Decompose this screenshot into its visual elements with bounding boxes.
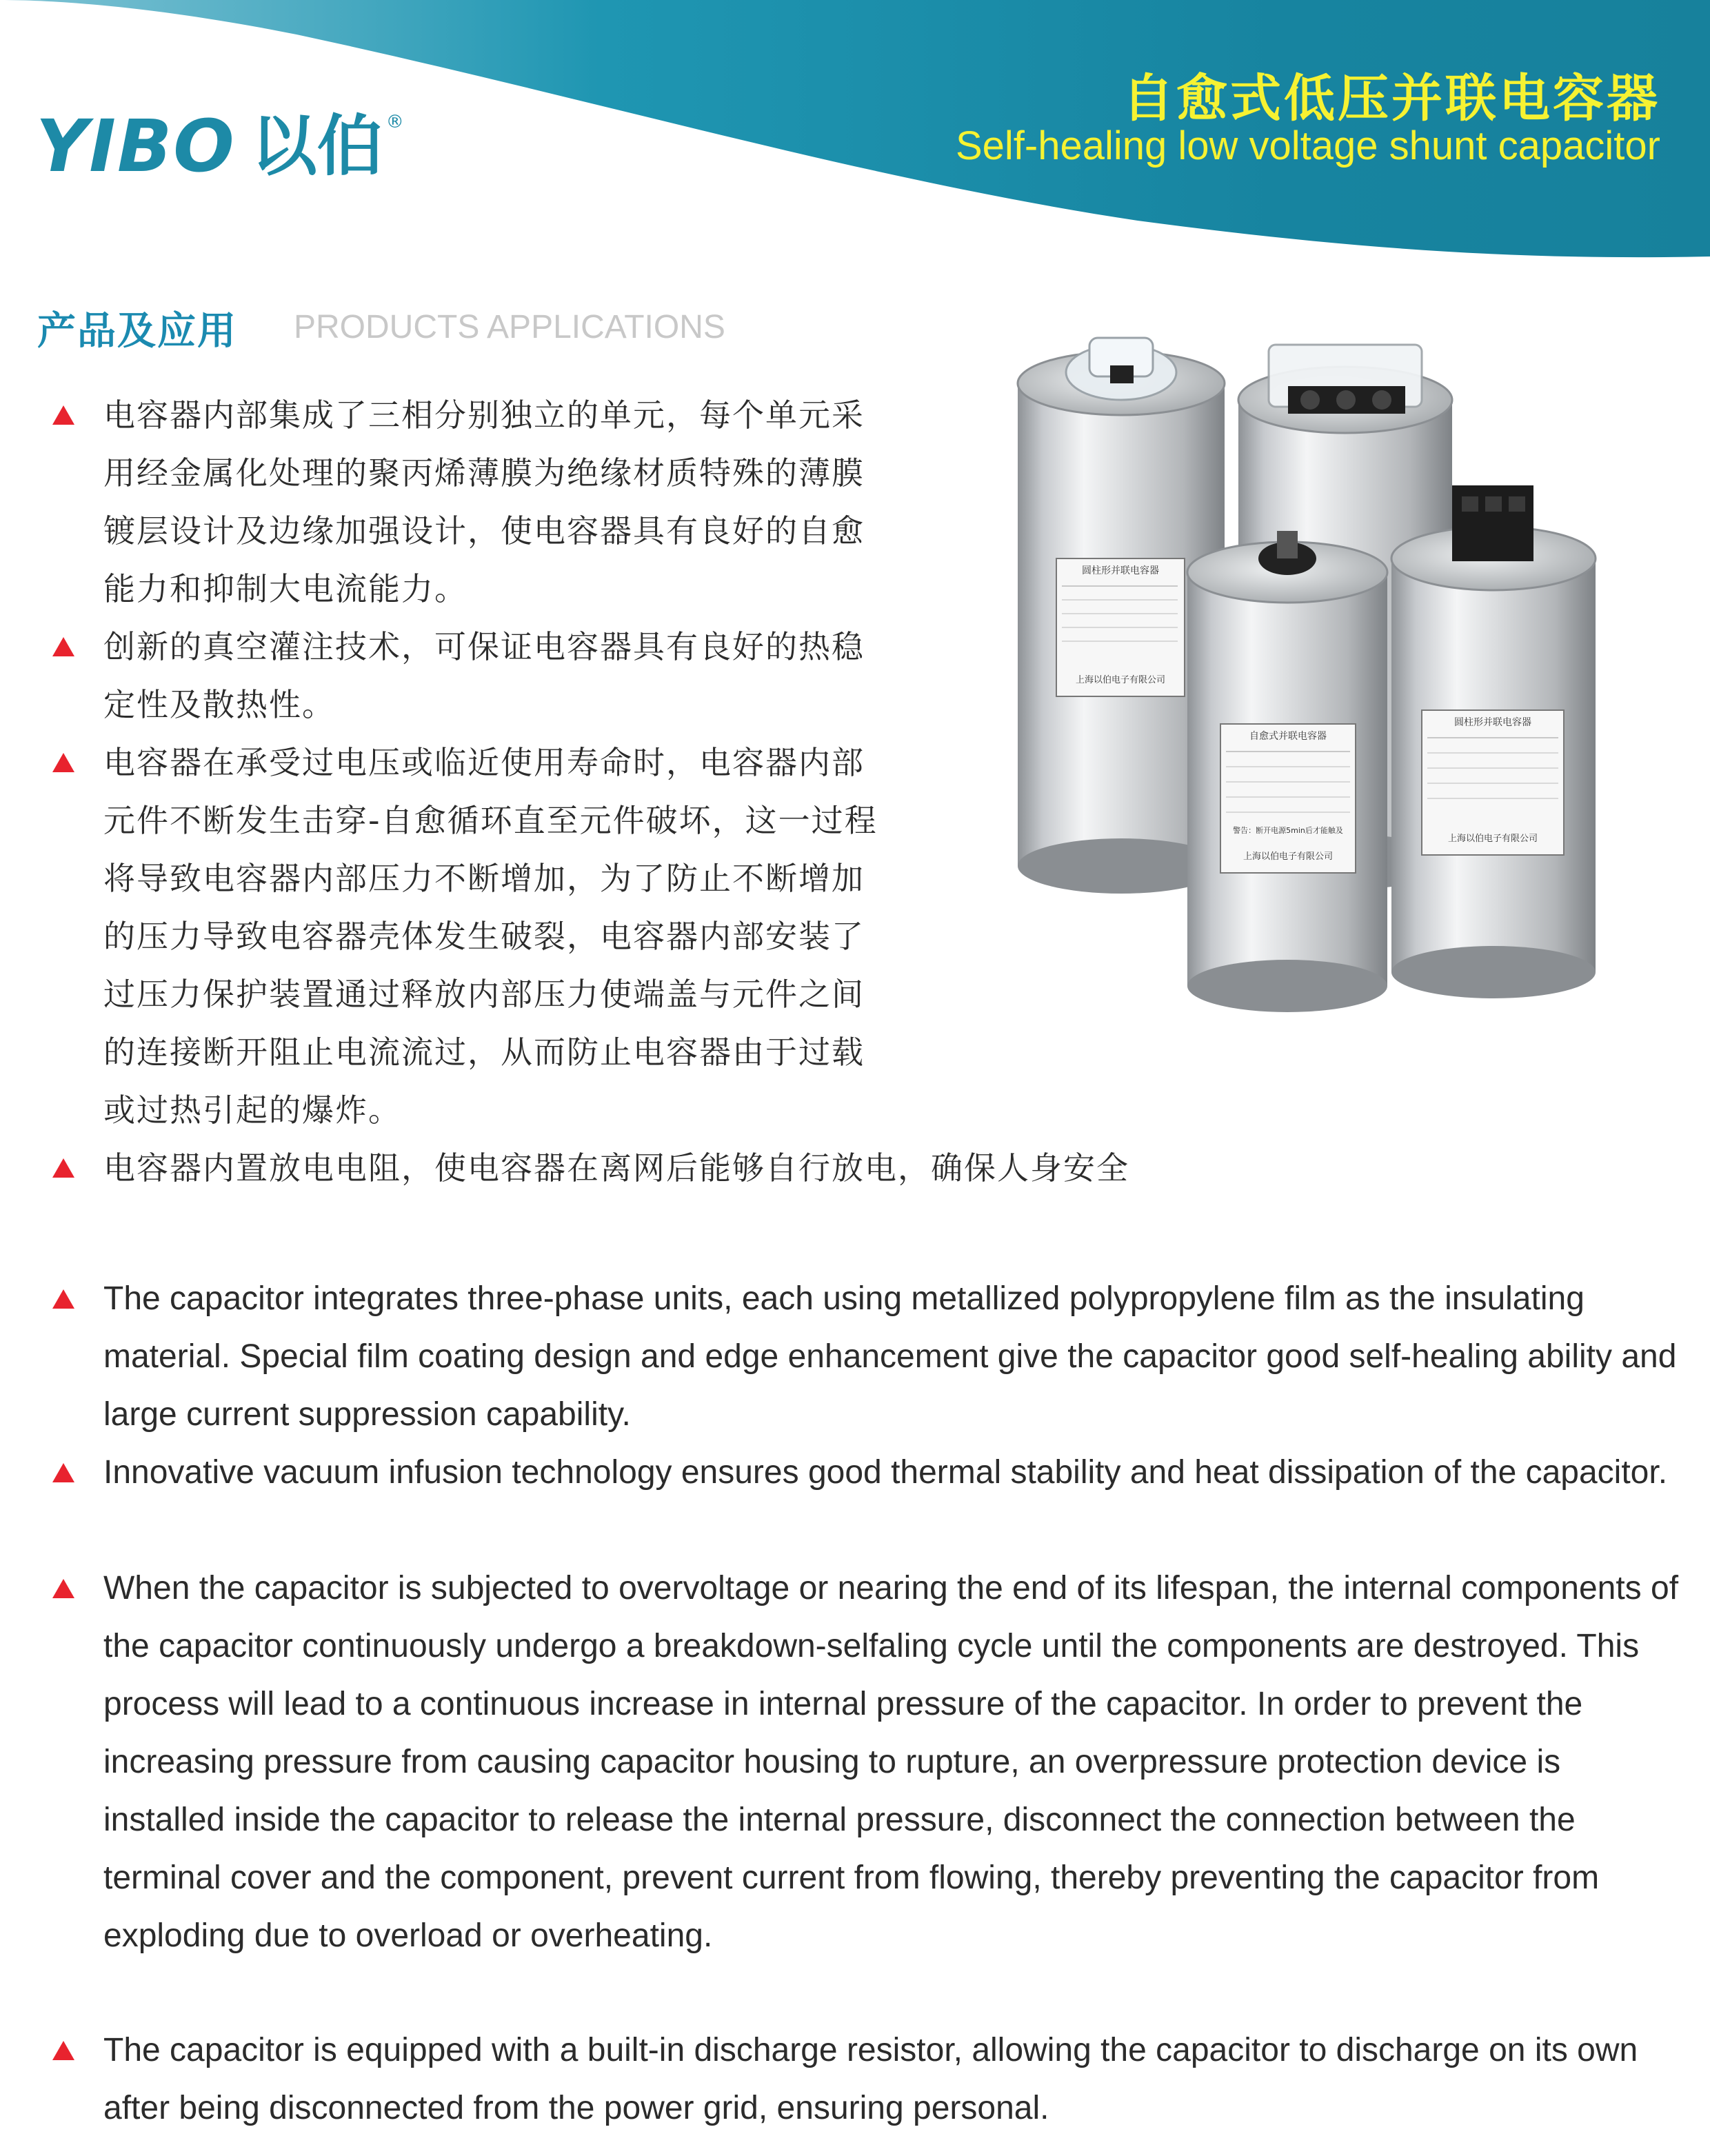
en-bullet-text: When the capacitor is subjected to overvoltage or nearing the end of its lifespan, the internal components of the capacitor continuously undergo a breakdown-selfaling cycle until the components are destroyed. This process will lead to a continuous increase in internal pressure of the capacitor. In order to prevent the increasing pressure from causing capacitor housing to rupture, an overpressure protection device is installed inside the capacitor to release the internal pressure, disconnect the connection between the terminal cover and the component, prevent current from flowing, thereby preventing the capacitor from exploding due to overload or overheating. [103, 1570, 1679, 1954]
bullet-triangle-icon [52, 405, 74, 425]
bullet-triangle-icon [52, 2041, 74, 2060]
bullet-triangle-icon [52, 1579, 74, 1598]
bullet-triangle-icon [52, 637, 74, 656]
logo-chinese: 以伯 [250, 108, 383, 185]
en-bullet-text: The capacitor is equipped with a built-in discharge resistor, allowing the capacitor to discharge on its own after being disconnected from the power grid, ensuring personal. [103, 2032, 1638, 2126]
label-title: 圆柱形并联电容器 [1454, 717, 1531, 728]
page-title-english: Self-healing low voltage shunt capacitor [955, 123, 1660, 168]
label-warning: 警告：断开电源5min后才能触及 [1233, 826, 1343, 835]
label-title: 自愈式并联电容器 [1249, 731, 1327, 742]
label-company: 上海以伯电子有限公司 [1075, 675, 1166, 685]
capacitor-front-left [1187, 531, 1387, 1012]
cn-bullet-text: 电容器内部集成了三相分别独立的单元，每个单元采用经金属化处理的聚丙烯薄膜为绝缘材质特殊的薄膜镀层设计及边缘加强设计，使电容器具有良好的自愈能力和抑制大电流能力。 [103, 396, 865, 607]
registered-mark: ® [385, 112, 404, 132]
cn-bullet-text: 电容器内置放电电阻，使电容器在离网后能够自行放电，确保人身安全 [103, 1149, 1129, 1187]
label-company: 上海以伯电子有限公司 [1447, 834, 1538, 844]
capacitor-product-image [993, 324, 1655, 1055]
label-title: 圆柱形并联电容器 [1082, 565, 1159, 576]
en-bullet-text: Innovative vacuum infusion technology ensures good thermal stability and heat dissipation of the capacitor. [103, 1454, 1668, 1491]
cn-bullet-text: 创新的真空灌注技术，可保证电容器具有良好的热稳定性及散热性。 [103, 628, 865, 723]
section-title-english: PRODUCTS APPLICATIONS [294, 309, 725, 345]
cn-bullet-text: 电容器在承受过电压或临近使用寿命时，电容器内部元件不断发生击穿-自愈循环直至元件破坏，这一过程将导致电容器内部压力不断增加，为了防止不断增加的压力导致电容器壳体发生破裂，电容器内部安装了过压力保护装置通过释放内部压力使端盖与元件之间的连接断开阻止电流流过，从而防止电容器由于过载或过热引起的爆炸。 [103, 744, 878, 1129]
en-bullet-text: The capacitor integrates three-phase units, each using metallized polypropylene film as the insulating material. Special film coating design and edge enhancement give the capacitor good self-healing ability and large current suppression capability. [103, 1280, 1677, 1433]
bullet-triangle-icon [52, 1289, 74, 1309]
label-company: 上海以伯电子有限公司 [1243, 852, 1334, 862]
section-title-chinese: 产品及应用 [37, 309, 237, 354]
bullet-triangle-icon [52, 753, 74, 772]
bullet-triangle-icon [52, 1158, 74, 1178]
logo-latin: YIBO [36, 104, 236, 188]
bullet-triangle-icon [52, 1463, 74, 1482]
capacitor-front-right [1391, 485, 1596, 998]
page-title-chinese: 自愈式低压并联电容器 [1123, 69, 1660, 128]
brand-logo [36, 104, 404, 188]
